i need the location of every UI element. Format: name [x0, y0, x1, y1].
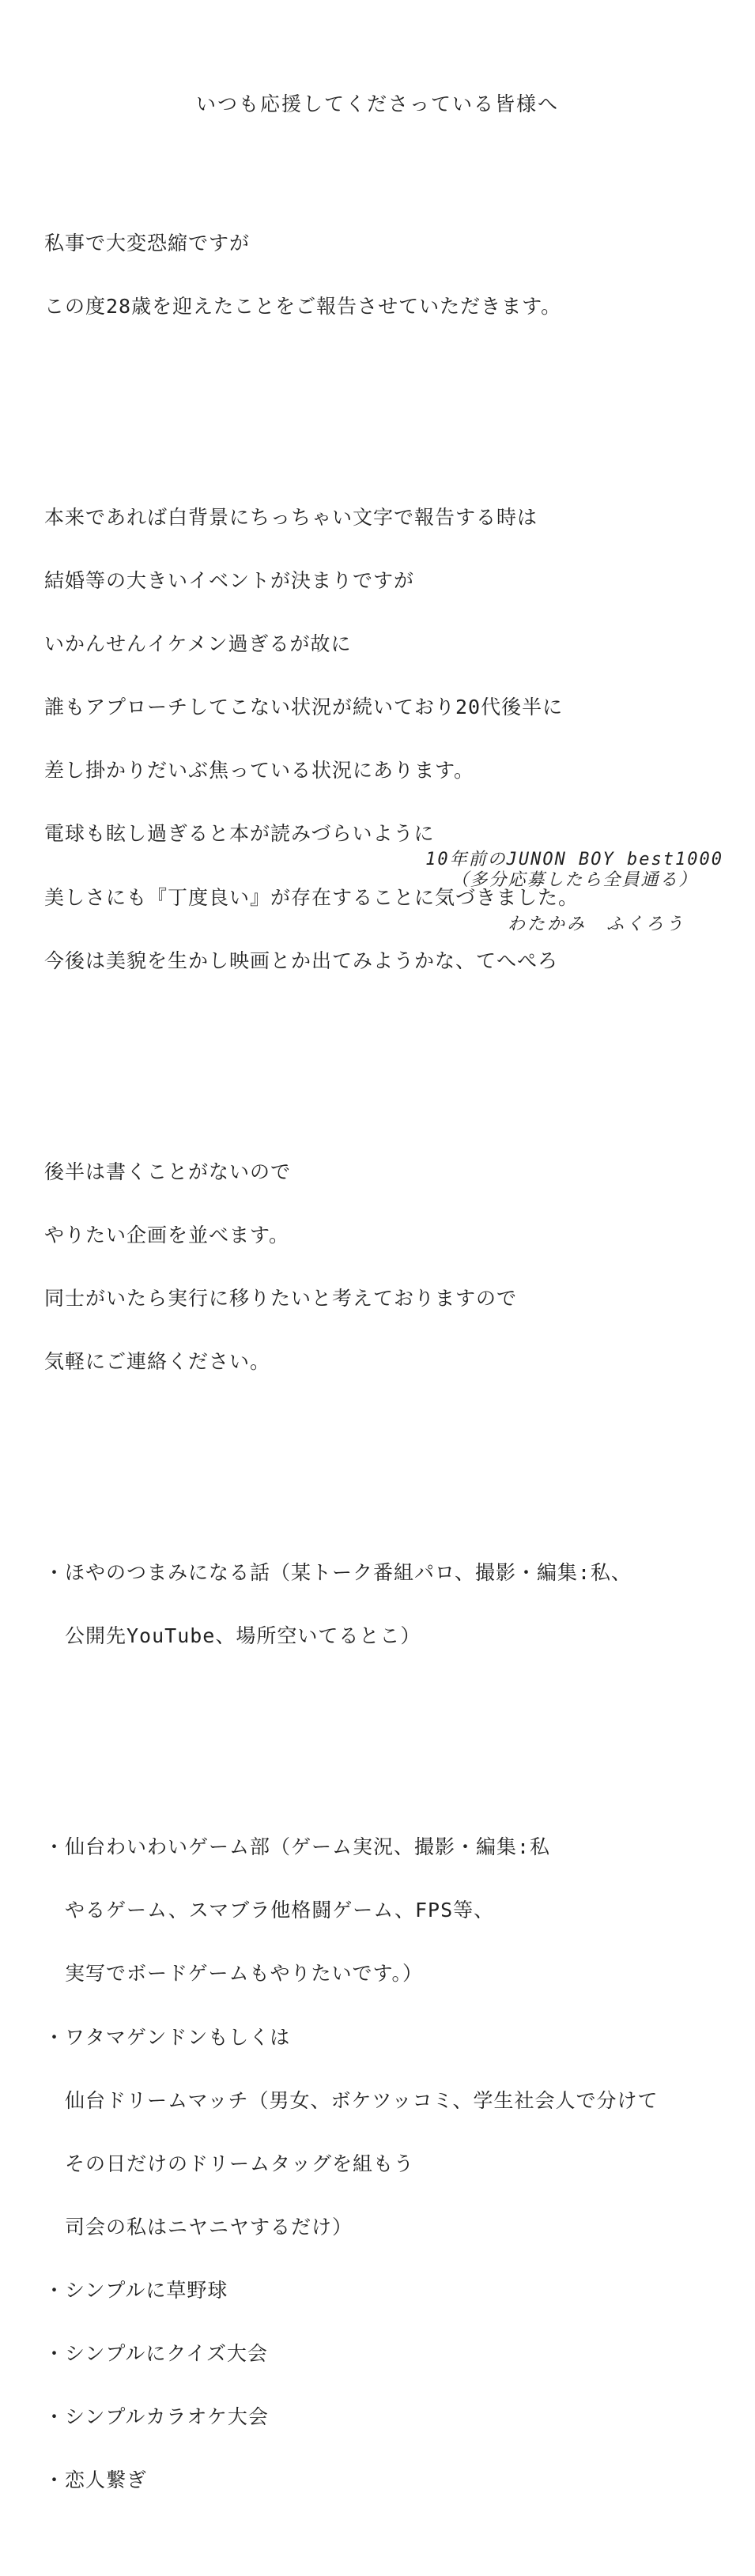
list-item: ・ワタマゲンドンもしくは: [44, 2025, 291, 2049]
list-item: ・シンプルカラオケ大会: [44, 2405, 269, 2429]
intro-line: この度28歳を迎えたことをご報告させていただきます。: [44, 294, 562, 318]
paragraph-line: いかんせんイケメン過ぎるが故に: [44, 632, 352, 656]
paragraph-line: 電球も眩し過ぎると本が読みづらいように: [44, 822, 435, 846]
paragraph-line: 気軽にご連絡ください。: [44, 1350, 271, 1374]
paragraph-line: 後半は書くことがないので: [44, 1160, 292, 1183]
plan-list-b: [44, 1795, 740, 2534]
letter-body: [44, 149, 740, 2576]
list-item-continuation: その日だけのドリームタッグを組もう: [65, 2152, 415, 2175]
list-item-continuation: 司会の私はニヤニヤするだけ）: [65, 2215, 353, 2238]
list-item: ・ほやのつまみになる話（某トーク番組パロ、撮影・編集:私、: [44, 1561, 632, 1585]
paragraph-line: 誰もアプローチしてこない状況が続いており20代後半に: [44, 696, 564, 719]
plan-list-a: [44, 1521, 740, 1690]
list-item: ・シンプルに草野球: [44, 2278, 228, 2302]
paragraph-line: 美しさにも『丁度良い』が存在することに気づきました。: [44, 885, 579, 909]
list-item-continuation: 実写でボードゲームもやりたいです。）: [65, 1962, 424, 1986]
paragraph-line: 今後は美貌を生かし映画とか出てみようかな、てへぺろ: [44, 949, 559, 972]
list-item-continuation: やるゲーム、スマブラ他格闘ゲーム、FPS等、: [65, 1899, 495, 1922]
list-item: ・恋人繋ぎ: [44, 2469, 148, 2492]
paragraph-line: 本来であれば白背景にちっちゃい文字で報告する時は: [44, 505, 538, 529]
signature-line-1: 10年前のJUNON BOY best1000: [425, 850, 723, 869]
signature-name: わたかみ ふくろう: [507, 915, 685, 934]
list-item: ・シンプルにクイズ大会: [44, 2342, 268, 2366]
signature-line-2: （多分応募したら全員通る）: [451, 870, 698, 890]
list-item-continuation: 公開先YouTube、場所空いてるとこ）: [65, 1624, 421, 1648]
signature-note: [425, 850, 723, 891]
paragraph-line: 同士がいたら実行に移りたいと考えておりますので: [44, 1286, 518, 1310]
intro-line: 私事で大変恐縮ですが: [44, 231, 251, 255]
plans-intro-paragraph: [44, 1119, 740, 1415]
paragraph-line: 差し掛かりだいぶ焦っている状況にあります。: [44, 759, 475, 783]
letter-title: いつも応援してくださっている皆様へ: [195, 92, 559, 115]
list-item: ・仙台わいわいゲーム部（ゲーム実況、撮影・編集:私: [44, 1835, 551, 1859]
list-item-continuation: 仙台ドリームマッチ（男女、ボケツッコミ、学生社会人で分けて: [65, 2088, 659, 2112]
paragraph-line: やりたい企画を並べます。: [44, 1223, 290, 1247]
intro-paragraph: [44, 190, 740, 360]
paragraph-line: 結婚等の大きいイベントが決まりですが: [44, 569, 415, 593]
